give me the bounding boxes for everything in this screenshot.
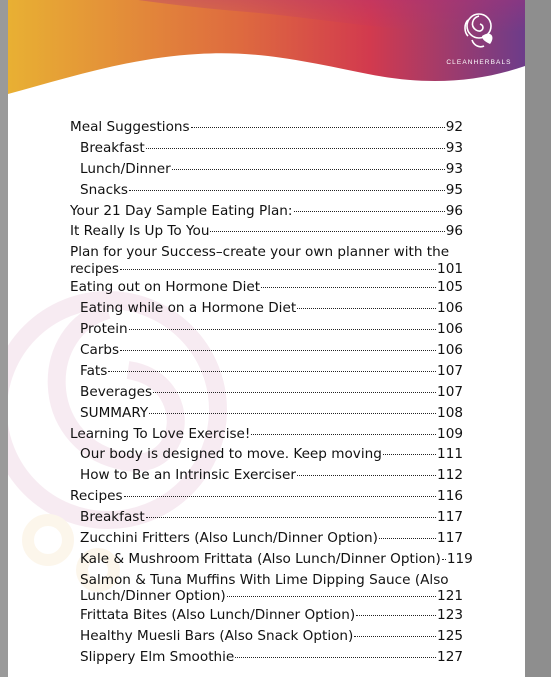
dot-leader [124,496,437,497]
toc-entry-page: 105 [437,279,463,296]
toc-entry-label: Learning To Love Exercise! [70,425,251,442]
toc-entry-page: 125 [437,627,463,644]
toc-entry-label-continued: Lunch/Dinner Option) [80,588,226,605]
viewer-gutter [525,0,551,677]
dot-leader [120,350,436,351]
toc-entry-label: Carbs [80,342,120,359]
dot-leader [172,169,445,170]
brand-logo [433,6,525,66]
toc-entry[interactable] [70,446,463,467]
toc-entry[interactable] [70,223,463,244]
dot-leader [210,231,444,232]
toc-entry-page: 117 [437,509,463,526]
toc-entry-page: 106 [437,342,463,359]
toc-entry-label: Your 21 Day Sample Eating Plan: [70,202,293,219]
toc-entry[interactable] [70,488,463,509]
dot-leader [120,269,436,270]
toc-entry-label-continued: recipes [70,260,119,277]
toc-entry-page: 106 [437,300,463,317]
toc-entry-page: 96 [445,223,463,240]
toc-entry-label: Breakfast [80,509,145,526]
toc-entry-page: 123 [437,606,463,623]
dot-leader [297,475,436,476]
toc-entry-label: SUMMARY [80,404,149,421]
toc-entry[interactable] [70,279,463,300]
toc-entry-page: 101 [437,260,463,277]
toc-entry[interactable] [70,467,463,488]
toc-entry-page: 116 [437,488,463,505]
toc-entry-page: 93 [445,160,463,177]
toc-entry-page: 117 [437,530,463,547]
toc-entry-page: 96 [445,202,463,219]
toc-entry[interactable] [70,628,463,649]
toc-entry[interactable] [70,572,463,607]
toc-entry-label: Beverages [80,383,153,400]
toc-entry[interactable] [70,244,463,279]
dot-leader [149,413,436,414]
toc-entry[interactable] [70,649,463,670]
toc-entry-label: Slippery Elm Smoothie [80,648,235,665]
toc-entry-label: Breakfast [80,139,145,156]
toc-entry-label: Salmon & Tuna Muffins With Lime Dipping Sauce (Also [80,571,449,588]
dot-leader [191,127,445,128]
toc-entry[interactable] [70,203,463,224]
dot-leader [108,371,436,372]
toc-entry-page: 95 [445,181,463,198]
toc-entry-label: How to Be an Intrinsic Exerciser [80,467,296,484]
dot-leader [146,517,436,518]
dot-leader [235,657,436,658]
toc-entry-label: Eating out on Hormone Diet [70,279,261,296]
herb-logo-icon [460,6,498,54]
toc-entry[interactable] [70,550,473,572]
dot-leader [297,308,436,309]
toc-entry-page: 107 [437,383,463,400]
dot-leader [294,211,445,212]
toc-entry-page: 106 [437,321,463,338]
dot-leader [379,538,436,539]
dot-leader [146,148,445,149]
toc-entry-page: 121 [437,588,463,605]
toc-entry[interactable] [70,321,463,342]
toc-entry[interactable] [70,342,463,363]
toc-entry-page: 127 [437,648,463,665]
toc-entry-page: 107 [437,362,463,379]
toc-entry-page: 119 [446,550,473,567]
toc-entry-label: Recipes [70,488,123,505]
dot-leader [442,559,446,560]
toc-entry[interactable] [70,119,463,140]
toc-entry-label: Protein [80,321,128,338]
toc-entry[interactable] [70,161,463,182]
toc-entry-page: 109 [437,425,463,442]
dot-leader [153,392,436,393]
toc-entry-page: 112 [437,467,463,484]
toc-entry-page: 93 [445,139,463,156]
toc-entry-label: Plan for your Success–create your own planner with the [70,244,450,261]
toc-entry[interactable] [70,300,463,321]
toc-entry-label: Fats [80,362,108,379]
toc-entry-label: Eating while on a Hormone Diet [80,300,297,317]
toc-entry[interactable] [70,607,463,628]
dot-leader [354,636,436,637]
toc-entry-label: Meal Suggestions [70,119,190,135]
toc-entry[interactable] [70,384,463,405]
toc-entry-page: 108 [437,404,463,421]
toc-entry[interactable] [70,530,463,551]
dot-leader [261,287,436,288]
toc-entry-label: Zucchini Fritters (Also Lunch/Dinner Option) [80,530,378,547]
toc-entry[interactable] [70,363,463,384]
toc-entry[interactable] [70,509,463,530]
toc-entry-label: Our body is designed to move. Keep moving [80,446,382,463]
document-page [8,0,525,677]
dot-leader [129,190,445,191]
toc-entry[interactable] [70,405,463,426]
dot-leader [356,615,436,616]
dot-leader [227,596,436,597]
toc-entry-page: 92 [445,119,463,135]
toc-entry-label: Frittata Bites (Also Lunch/Dinner Option) [80,606,356,623]
brand-name: CLEANHERBALS [446,59,512,66]
toc-entry-label: Lunch/Dinner [80,160,171,177]
table-of-contents [70,119,473,669]
dot-leader [383,454,436,455]
toc-entry[interactable] [70,140,463,161]
dot-leader [129,329,436,330]
toc-entry-page: 111 [437,446,463,463]
toc-entry-label: It Really Is Up To You [70,223,210,240]
toc-entry-label: Snacks [80,181,129,198]
dot-leader [251,434,436,435]
toc-entry[interactable] [70,182,463,203]
toc-entry-label: Healthy Muesli Bars (Also Snack Option) [80,627,354,644]
toc-entry[interactable] [70,426,463,447]
toc-entry-label: Kale & Mushroom Frittata (Also Lunch/Dinner Option) [80,550,441,567]
